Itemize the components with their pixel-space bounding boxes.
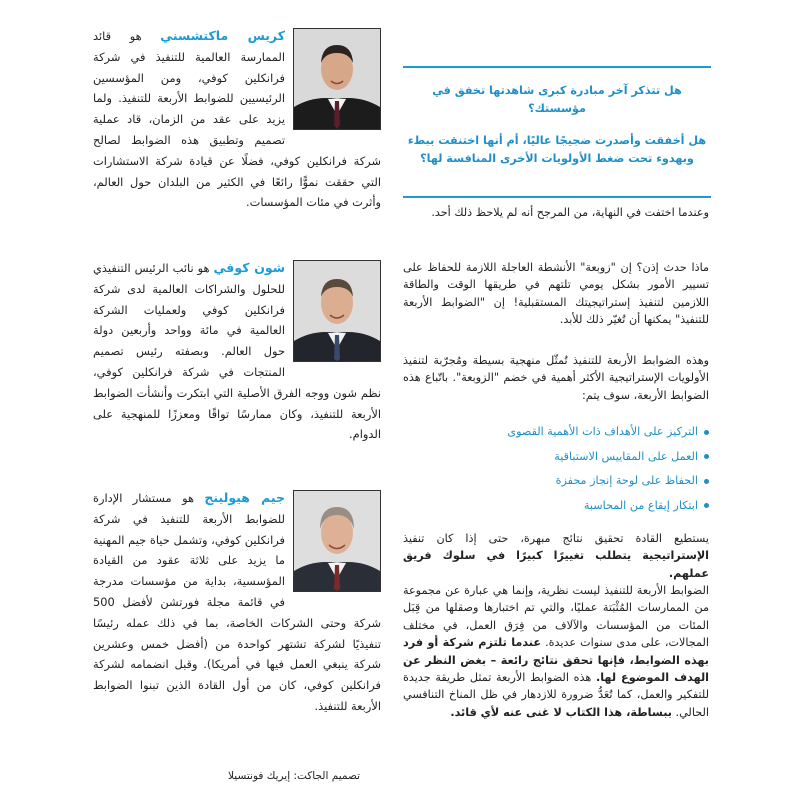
bio-body: هو قائد الممارسة العالمية للتنفيذ في شركة فرانكلين كوفي، ومن المؤسسين الرئيسيين للضوابط الأربعة للتنفيذ. ولما يزيد على عقد من الزمان، قاد عملية تصميم وتطبيق هذه الضوابط لصالح شركة فرانكلين كوفي، فضلًا عن قيادة شركة الاستشارات التي حققت نموًّا رائعًا في الكثير من البلدان حول العالم، وأثرت في مئات المؤسسات. <box>93 29 381 210</box>
bio-body: هو نائب الرئيس التنفيذي للحلول والشراكات العالمية لدى شركة فرانكلين كوفي ولعمليات الشركة العالمية في مائة وواحد وأربعين دولة حول العالم. وبصفته رئيس تصميم المنتجات في شركة فرانكلين كوفي، نظم شون ووجه الفرق الأصلية التي ابتكرت وأنشأت الضوابط الأربعة للتنفيذ، وكان ممارسًا تواقًا ومعززًا للمنهجية على الدوام. <box>93 261 381 442</box>
article-paragraph-1 <box>403 204 709 221</box>
paragraph-normal: الضوابط الأربعة للتنفيذ ليست نظرية، وإنما هي عبارة عن مجموعة من الممارسات المُثْبَتة عمليًا، والتي تم اختبارها وصقلها من قِبَل المئات من المؤسسات والآلاف من فِرَق العمل، في مختلف المجالات، على مدى سنوات عديدة. <box>403 584 709 650</box>
paragraph-normal: هذه الضوابط الأربعة تمثل طريقة جديدة للتفكير والعمل، كما تُعَدُّ ضرورة للازدهار في ظل المناخ التنافسي الحالي. <box>403 671 709 719</box>
article-paragraph-2 <box>403 259 709 329</box>
list-item-label: التركيز على الأهداف ذات الأهمية القصوى <box>507 425 698 438</box>
author-bio-jim-huling <box>93 488 381 717</box>
author-photo-chris-mcchesney <box>293 28 381 130</box>
author-name: شون كوفي <box>213 260 285 275</box>
paragraph-text: وعندما اختفت في النهاية، من المرجح أنه لم يلاحظ ذلك أحد. <box>431 206 709 219</box>
author-name: جيم هيولينج <box>204 490 286 505</box>
paragraph-text <box>403 582 709 721</box>
disciplines-list <box>403 420 709 518</box>
bio-body: هو مستشار الإدارة للضوابط الأربعة للتنفيذ في شركة فرانكلين كوفي، وتشمل حياة جيم المهنية ما يزيد على ثلاثة عقود من القيادة المؤسسية، بداية من مؤسسات مدرجة في قائمة مجلة فورتشن لأفضل 500 شركة وحتى الشركات الخاصة، بما في ذلك عمله رئيسًا تنفيذيًا لشركة تشتهر كواحدة من (أفضل خمس وعشرين شركة ينبغي العمل فيها في أمريكا). وقبل انضمامه لشركة فرانكلين كوفي، كان من أول القادة الذين تبنوا الضوابط الأربعة للتنفيذ. <box>93 491 381 713</box>
list-item <box>403 445 709 470</box>
list-item <box>403 420 709 445</box>
pull-quote-line-2: هل أخفقت وأصدرت ضجيجًا عاليًا، أم أنها اختنقت ببطء وبهدوء تحت ضغط الأولويات الأخرى المنافسة لها؟ <box>407 134 707 165</box>
article-paragraph-3 <box>403 352 709 404</box>
list-item-label: العمل على المقاييس الاستباقية <box>554 449 698 463</box>
paragraph-bold: الإستراتيجية يتطلب تغييرًا كبيرًا في سلوك فريق عملهم. <box>403 549 709 580</box>
author-photo-sean-covey <box>293 260 381 362</box>
list-item-label: الحفاظ على لوحة إنجاز محفزة <box>555 474 698 487</box>
author-name: كريس ماكتشسني <box>160 28 285 43</box>
paragraph-bold: عندما تلتزم شركة أو فرد بهذه الضوابط، فإنها تحقق نتائج رائعة – بغض النظر عن الهدف الموضوع لها. <box>403 636 709 685</box>
paragraph-bold: ببساطة، هذا الكتاب لا غنى عنه لأي قائد. <box>450 705 672 719</box>
bullet-dot-icon <box>704 503 709 508</box>
bullet-dot-icon <box>704 454 709 459</box>
list-item-label: ابتكار إيقاع من المحاسبة <box>583 498 698 512</box>
author-bio-chris-mcchesney <box>93 26 381 213</box>
pull-quote-line-1: هل تتذكر آخر مبادرة كبرى شاهدتها تخفق في مؤسستك؟ <box>432 84 682 115</box>
bullet-dot-icon <box>704 430 709 435</box>
list-item <box>403 469 709 494</box>
article-paragraph-5 <box>403 582 709 721</box>
paragraph-text <box>403 530 709 582</box>
pull-quote <box>403 66 711 198</box>
paragraph-normal: يستطيع القادة تحقيق نتائج مبهرة، حتى إذا كان تنفيذ <box>403 532 709 545</box>
jacket-design-credit: تصميم الجاكت: إيريك فونتسيلا <box>228 770 360 782</box>
bullet-dot-icon <box>704 479 709 484</box>
author-photo-jim-huling <box>293 490 381 592</box>
list-item <box>403 494 709 519</box>
paragraph-text: ماذا حدث إذن؟ إن "زوبعة" الأنشطة العاجلة اللازمة للحفاظ على تسيير الأمور بشكل يومي تلتهم في طريقها الوقت والطاقة اللازمين لتنفيذ إستراتيجيتك المستقبلية! إن "الضوابط الأربعة للتنفيذ" يمكنها أن تُغيّر ذلك للأبد. <box>403 261 709 327</box>
article-paragraph-4 <box>403 530 709 582</box>
author-bio-sean-covey <box>93 258 381 445</box>
paragraph-text: وهذه الضوابط الأربعة للتنفيذ تُمثّل منهجية بسيطة ومُجرّبة لتنفيذ الأولويات الإستراتيجية الأكثر أهمية في خضم "الزوبعة". باتّباع هذه الضوابط الأربعة، سوف يتم: <box>403 354 709 402</box>
